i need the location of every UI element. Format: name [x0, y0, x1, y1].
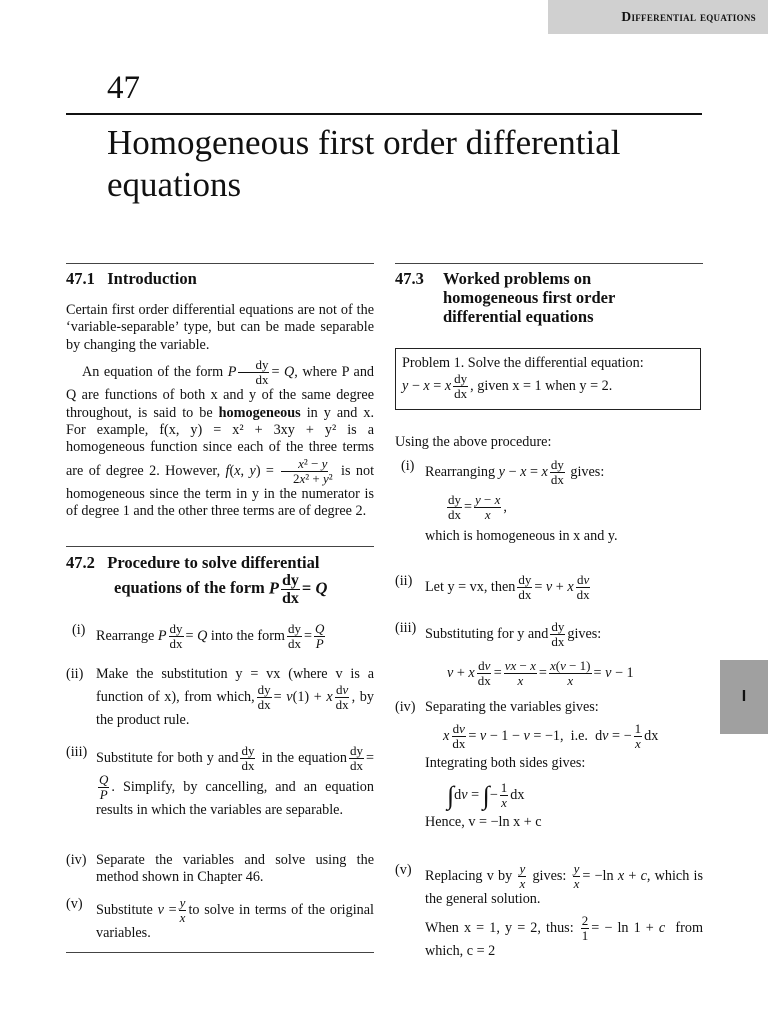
sec1-number: 47.1 — [66, 269, 95, 288]
sec1-rule — [66, 263, 374, 264]
sec2-item-4: (iv) Separate the variables and solve using the method shown in Chapter 46. — [66, 852, 374, 886]
step-1: (i) Rearranging y − x = x $\frac{dy}{dx}$ gives: $\frac{dy}{dx}$ = $\frac{y - x}{x}$ , which is homogeneous in x and y. — [401, 457, 618, 544]
sec1-title: Introduction — [107, 269, 197, 288]
sec2-rule — [66, 546, 374, 547]
problem-box: Problem 1. Solve the differential equation: y − x = x $\frac{dy}{dx}$ , given x = 1 when y = 2. — [395, 348, 701, 410]
sec3-rule — [395, 263, 703, 264]
sec2-item-1: (i) Rearrange P $\frac{dy}{dx}$ = Q into the form $\frac{dy}{dx}$ = $\frac{Q}{P}$ — [72, 621, 325, 651]
thumb-tab-label: I — [741, 688, 747, 705]
chapter-rule — [66, 113, 702, 115]
sec2-item-3: (iii) Substitute for both y and $\frac{dy}{dx}$ in the equation $\frac{dy}{dx}$ = $\frac{Q}{P}$ . Simplify, by cancelling, and an equation results in which the variables are separable. — [66, 743, 374, 818]
running-header — [548, 0, 768, 34]
step-4: (iv) Separating the variables gives: x $\frac{dv}{dx}$ = v − 1 − v = −1, i.e. dv = − $\frac{1}{x}$ dx Integrating both sides gives: ∫dv = ∫− $\frac{1}{x}$ dx Hence, v = −ln x + c — [395, 699, 659, 830]
section-thumb-tab — [720, 660, 768, 734]
step-2: (ii) Let y = vx, then $\frac{dy}{dx}$ = v + x $\frac{dv}{dx}$ — [395, 572, 590, 602]
procedure-intro: Using the above procedure: — [395, 434, 552, 450]
step-5: (v) Replacing v by $\frac{y}{x}$ gives: $\frac{y}{x}$ = −ln x + c, which is the general solution. When x = 1, y = 2, thus: $\frac{2}{1}$ = − ln 1 + c from which, c = 2 — [395, 861, 703, 960]
sec2-item-2: (ii) Make the substitution y = vx (where v is a function of x), from which, $\frac{dy}{dx}$ = v(1) + x $\frac{dv}{dx}$ , by the product rule. — [66, 666, 374, 729]
sec1-heading — [66, 269, 197, 288]
sec1-body — [66, 302, 374, 521]
chapter-number: 47 — [107, 70, 140, 106]
step-3: (iii) Substituting for y and $\frac{dy}{dx}$ gives: v + x $\frac{dv}{dx}$ = $\frac{vx - x}{x}$ = $\frac{x(v - 1)}{x}$ = v − 1 — [395, 619, 634, 688]
sec3-heading: 47.3 Worked problems on homogeneous first order differential equations — [395, 269, 616, 326]
sec2-item-5: (v) Substitute v = $\frac{y}{x}$ to solve in terms of the original variables. — [66, 895, 374, 941]
running-header-title: Differential equations — [621, 9, 756, 24]
chapter-title: Homogeneous first order differential equations — [107, 123, 621, 204]
left-column-end-rule — [66, 952, 374, 953]
sec1-paragraph-2: An equation of the form P $\frac{dy}{dx}$ = Q, where P and Q are functions of both x and y of the same degree throughout, is said to be homogeneous in y and x. For example, f(x, y) = x² + 3xy + y² is a homogeneous function since each of the three terms are of degree 2. However, f(x, y) = $\frac{\text{x² − y}}{\text{2x² + y²}}$ is not homogeneous since the term in y in the numerator is of degree 1 and the other three terms are of degree 2. — [66, 357, 375, 520]
sec2-heading: 47.2 Procedure to solve differential equations of the form P $\frac{dy}{dx}$ = Q — [66, 553, 328, 607]
sec1-paragraph-1: Certain first order differential equations are not of the ‘variable-separable’ type, but can be made separable by changing the variable. — [66, 302, 374, 353]
